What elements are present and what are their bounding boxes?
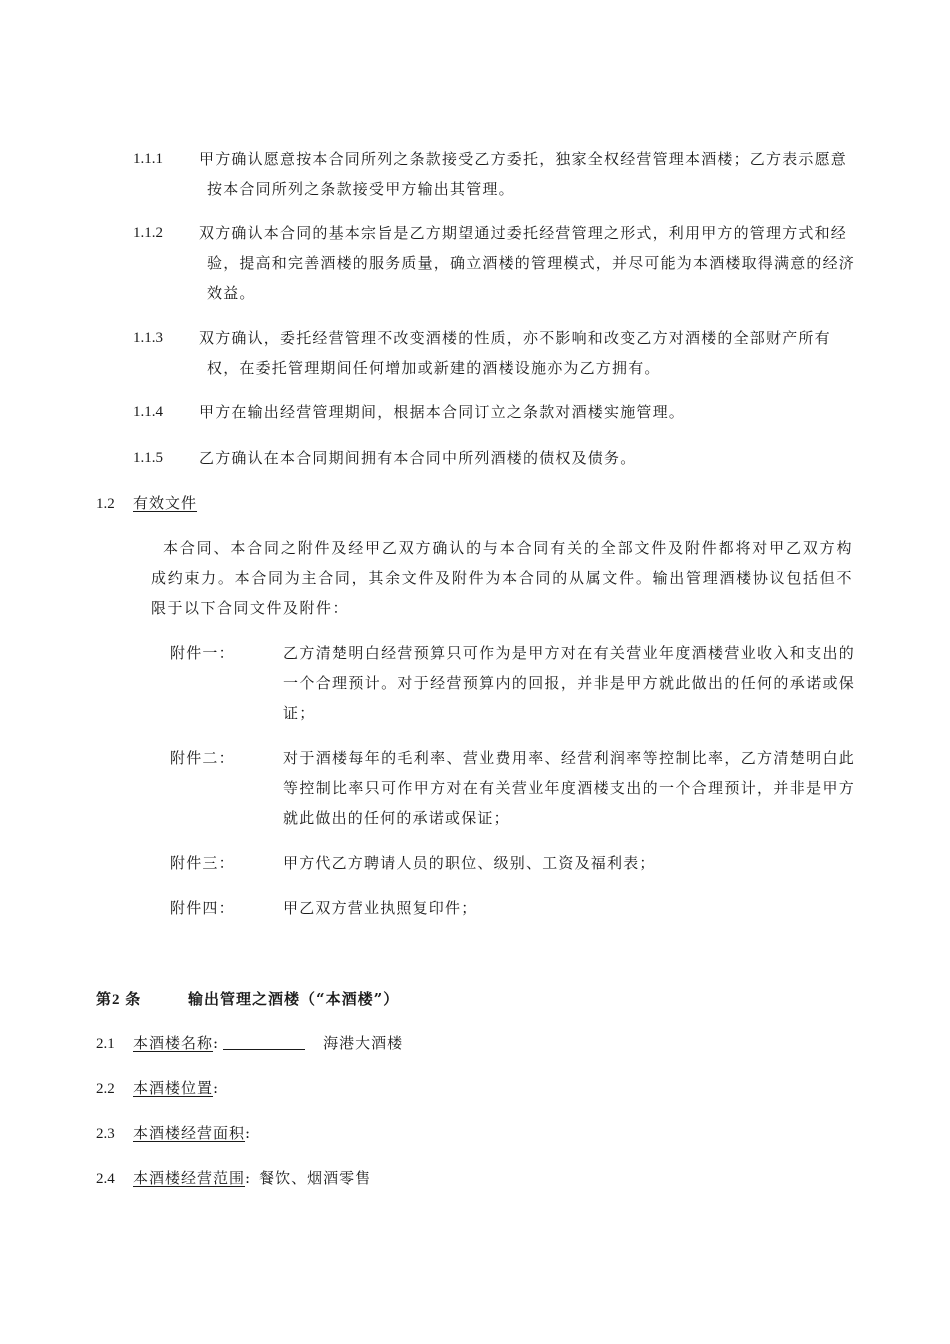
clause-1-1-3 xyxy=(133,323,855,383)
field-label: 本酒楼经营范围 xyxy=(133,1169,246,1187)
clause-1-1-1 xyxy=(133,144,855,204)
field-2-4 xyxy=(96,1163,371,1194)
clause-text: 双方确认，委托经营管理不改变酒楼的性质，亦不影响和改变乙方对酒楼的全部财产所有权，在委托管理期间任何增加或新建的酒楼设施亦为乙方拥有。 xyxy=(199,329,831,377)
field-label: 本酒楼位置 xyxy=(133,1079,214,1097)
clause-number: 1.1.5 xyxy=(133,450,163,466)
field-number: 2.1 xyxy=(96,1036,115,1052)
section-title: 有效文件 xyxy=(133,494,198,512)
field-2-1 xyxy=(96,1028,403,1059)
annex-3 xyxy=(170,848,855,878)
field-colon: : xyxy=(245,1124,252,1142)
section-1-2-heading xyxy=(96,488,197,519)
clause-number: 1.1.1 xyxy=(133,151,163,167)
section-1-2-paragraph: 本合同、本合同之附件及经甲乙双方确认的与本合同有关的全部文件及附件都将对甲乙双方构成约束力。本合同为主合同，其余文件及附件为本合同的从属文件。输出管理酒楼协议包括但不限于以下合同文件及附件： xyxy=(151,539,853,617)
annex-label: 附件三： xyxy=(170,854,235,872)
field-colon: : xyxy=(213,1079,220,1097)
field-2-3 xyxy=(96,1118,251,1149)
blank-line xyxy=(223,1033,305,1050)
field-2-2 xyxy=(96,1073,219,1104)
article-2-heading xyxy=(96,984,399,1015)
annex-2 xyxy=(170,743,855,833)
clause-1-1-5 xyxy=(133,443,855,473)
article-number: 第2 条 xyxy=(96,992,142,1008)
clause-number: 1.1.4 xyxy=(133,404,163,420)
field-colon: : xyxy=(245,1169,252,1187)
annex-text: 甲方代乙方聘请人员的职位、级别、工资及福利表； xyxy=(283,854,656,872)
clause-text: 双方确认本合同的基本宗旨是乙方期望通过委托经营管理之形式，利用甲方的管理方式和经验，提高和完善酒楼的服务质量，确立酒楼的管理模式，并尽可能为本酒楼取得满意的经济效益。 xyxy=(199,224,856,302)
section-number: 1.2 xyxy=(96,496,115,512)
annex-label: 附件二： xyxy=(170,749,235,767)
clause-number: 1.1.2 xyxy=(133,225,163,241)
field-number: 2.3 xyxy=(96,1126,115,1142)
annex-label: 附件四： xyxy=(170,899,235,917)
annex-1 xyxy=(170,638,855,728)
clause-number: 1.1.3 xyxy=(133,330,163,346)
annex-label: 附件一： xyxy=(170,644,235,662)
clause-1-1-4 xyxy=(133,397,855,427)
field-label: 本酒楼经营面积 xyxy=(133,1124,246,1142)
field-value: 海港大酒楼 xyxy=(323,1034,404,1052)
field-colon: : xyxy=(213,1034,220,1052)
clause-text: 甲方在输出经营管理期间，根据本合同订立之条款对酒楼实施管理。 xyxy=(199,403,686,421)
clause-1-1-2 xyxy=(133,218,855,308)
field-number: 2.2 xyxy=(96,1081,115,1097)
field-value: 餐饮、烟酒零售 xyxy=(259,1169,372,1187)
annex-text: 乙方清楚明白经营预算只可作为是甲方对在有关营业年度酒楼营业收入和支出的一个合理预计。对于经营预算内的回报，并非是甲方就此做出的任何的承诺或保证； xyxy=(283,644,855,722)
article-title: 输出管理之酒楼（“本酒楼”） xyxy=(188,990,400,1008)
clause-text: 甲方确认愿意按本合同所列之条款接受乙方委托，独家全权经营管理本酒楼；乙方表示愿意按本合同所列之条款接受甲方输出其管理。 xyxy=(199,150,848,198)
field-number: 2.4 xyxy=(96,1171,115,1187)
clause-text: 乙方确认在本合同期间拥有本合同中所列酒楼的债权及债务。 xyxy=(199,449,637,467)
annex-4 xyxy=(170,893,855,923)
annex-text: 对于酒楼每年的毛利率、营业费用率、经营利润率等控制比率，乙方清楚明白此等控制比率只可作甲方对在有关营业年度酒楼支出的一个合理预计，并非是甲方就此做出的任何的承诺或保证； xyxy=(283,749,855,827)
field-label: 本酒楼名称 xyxy=(133,1034,214,1052)
annex-text: 甲乙双方营业执照复印件； xyxy=(283,899,478,917)
